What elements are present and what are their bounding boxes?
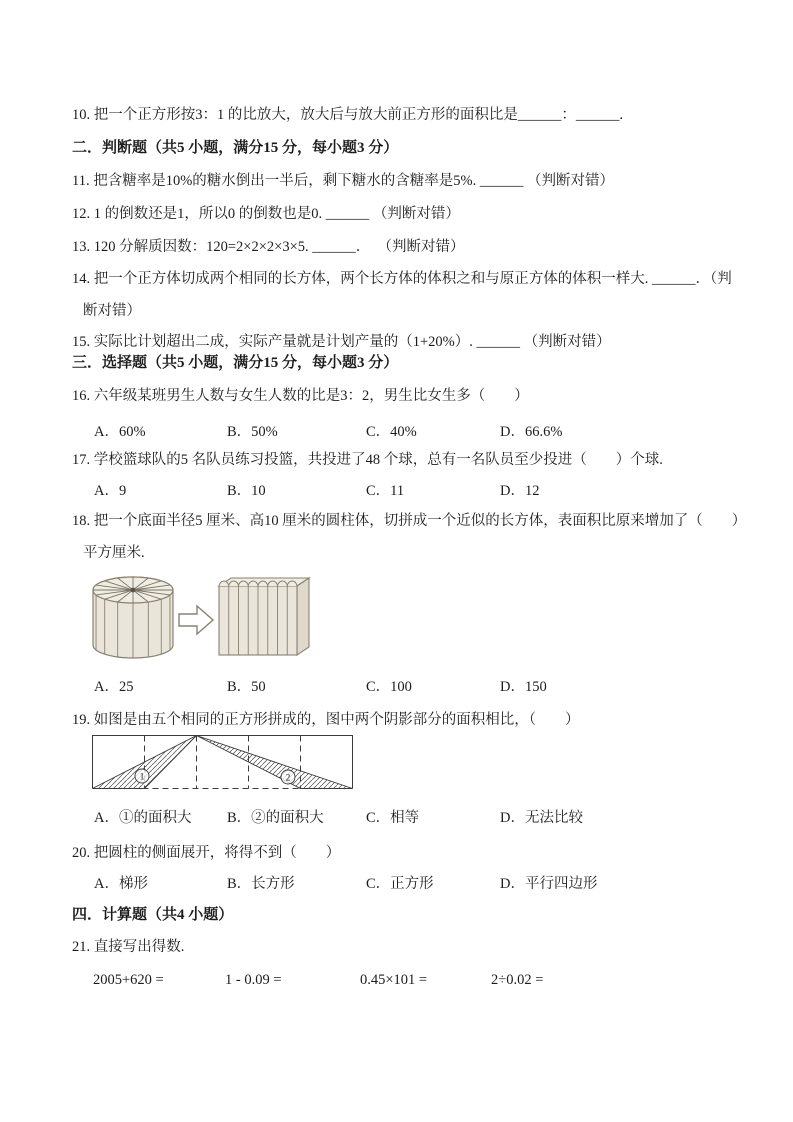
option-19-a: A．①的面积大 <box>94 810 192 826</box>
triangle-2-label <box>281 770 295 784</box>
question-13: 13. 120 分解质因数：120=2×2×2×3×5. ______． （判断对错） <box>72 239 465 255</box>
question-17-options <box>0 475 793 507</box>
question-15: 15. 实际比计划超出二成，实际产量就是计划产量的（1+20%）. ______ （判断对错） <box>72 334 611 350</box>
question-17: 17. 学校篮球队的5 名队员练习投篮，共投进了48 个球，总有一名队员至少投进（ ）个球. <box>72 452 663 468</box>
option-17-b: B．10 <box>227 483 266 499</box>
cylinder-icon <box>93 577 173 658</box>
arrow-right-icon <box>179 606 213 634</box>
question-18-options <box>0 671 793 703</box>
option-16-a: A．60% <box>94 424 146 440</box>
option-19-c: C．相等 <box>366 810 420 826</box>
question-10: 10. 把一个正方形按3：1 的比放大，放大后与放大前正方形的面积比是______：______. <box>72 107 623 123</box>
question-19-options <box>0 802 793 834</box>
option-16-b: B．50% <box>227 424 278 440</box>
option-16-c: C．40% <box>366 424 417 440</box>
question-19: 19. 如图是由五个相同的正方形拼成的，图中两个阴影部分的面积相比，（ ） <box>72 712 580 728</box>
expression-1: 2005+620 = <box>93 972 164 988</box>
option-19-b: B．②的面积大 <box>227 810 324 826</box>
option-20-b: B．长方形 <box>227 876 295 892</box>
question-18-line1: 18. 把一个底面半径5 厘米、高10 厘米的圆柱体，切拼成一个近似的长方体，表面积比原来增加了（ ） <box>72 513 747 529</box>
question-20-options <box>0 868 793 900</box>
question-21-expressions <box>0 964 793 996</box>
option-19-d: D．无法比较 <box>500 810 583 826</box>
question-11: 11. 把含糖率是10%的糖水倒出一半后，剩下糖水的含糖率是5%. ______ （判断对错） <box>72 173 614 189</box>
section-choice-header: 三．选择题（共5 小题，满分15 分，每小题3 分） <box>72 355 399 371</box>
option-20-a: A．梯形 <box>94 876 148 892</box>
question-20: 20. 把圆柱的侧面展开，将得不到（ ） <box>72 845 341 861</box>
expression-4: 2÷0.02 = <box>491 972 544 988</box>
question-16: 16. 六年级某班男生人数与女生人数的比是3：2，男生比女生多（ ） <box>72 388 529 404</box>
option-20-c: C．正方形 <box>366 876 434 892</box>
svg-text:2: 2 <box>285 773 291 784</box>
option-17-c: C．11 <box>366 483 405 499</box>
section-calc-header: 四．计算题（共4 小题） <box>72 907 234 923</box>
expression-2: 1 - 0.09 = <box>225 972 282 988</box>
shaded-triangle-2 <box>197 736 353 789</box>
option-18-a: A．25 <box>94 679 134 695</box>
expression-3: 0.45×101 = <box>360 972 428 988</box>
cylinder-to-prism-figure <box>91 570 311 665</box>
svg-text:1: 1 <box>139 772 145 783</box>
question-12: 12. 1 的倒数还是1，所以0 的倒数也是0. ______ （判断对错） <box>72 206 460 222</box>
triangle-1-label <box>135 769 149 783</box>
option-17-a: A．9 <box>94 483 127 499</box>
option-18-c: C．100 <box>366 679 412 695</box>
question-14-line2: 断对错） <box>83 303 141 319</box>
question-14-line1: 14. 把一个正方体切成两个相同的长方体，两个长方体的体积之和与原正方体的体积一样大. ______．（判 <box>72 271 732 287</box>
section-judge-header: 二．判断题（共5 小题，满分15 分，每小题3 分） <box>72 140 399 156</box>
option-18-b: B．50 <box>227 679 266 695</box>
option-17-d: D．12 <box>500 483 540 499</box>
five-squares-shaded-triangles-figure <box>92 735 353 791</box>
question-21: 21. 直接写出得数. <box>72 939 185 955</box>
option-16-d: D．66.6% <box>500 424 563 440</box>
option-20-d: D．平行四边形 <box>500 876 598 892</box>
question-18-line2: 平方厘米. <box>83 545 145 561</box>
option-18-d: D．150 <box>500 679 547 695</box>
prism-icon <box>219 578 309 655</box>
